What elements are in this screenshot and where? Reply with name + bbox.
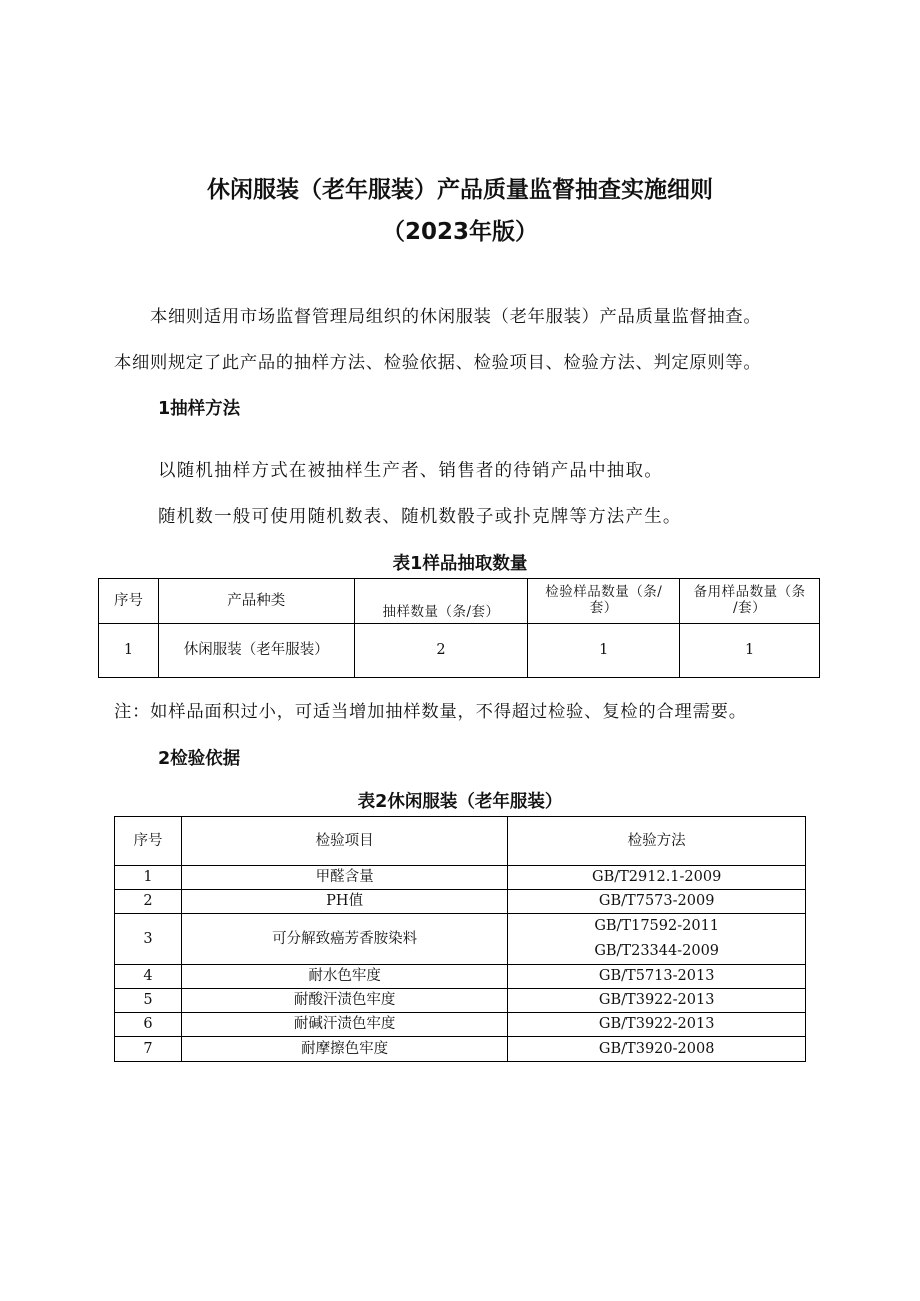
row-seq: 5 [115,989,182,1013]
table-2-caption: 表2休闲服装（老年服装） [357,792,563,812]
row-seq: 2 [115,890,182,914]
row-item: 耐水色牢度 [181,965,507,989]
table-1-header-row [99,579,820,624]
section-1-paragraph-2: 随机数一般可使用随机数表、随机数骰子或扑克牌等方法产生。 [158,507,682,527]
row-method-line-1: GB/T17592-2011 [594,918,720,934]
table-row [115,866,806,890]
header-backup-qty-line-1: 备用样品数量（条 [693,584,806,601]
table-row [115,965,806,989]
row-item: 耐摩擦色牢度 [181,1037,507,1062]
sample-quantity-table [98,578,820,678]
row-item: 可分解致癌芳香胺染料 [181,914,507,965]
row-seq: 1 [99,624,159,678]
row-method: GB/T3920-2008 [508,1037,806,1062]
header-category: 产品种类 [158,579,354,624]
row-item: 耐酸汗渍色牢度 [181,989,507,1013]
section-1-heading: 1抽样方法 [158,399,241,419]
row-item: PH值 [181,890,507,914]
row-method: GB/T3922-2013 [508,1013,806,1037]
header-backup-qty-line-2: /套） [733,600,767,616]
table-1-note: 注：如样品面积过小，可适当增加抽样数量，不得超过检验、复检的合理需要。 [114,702,747,722]
table-row [115,989,806,1013]
header-sample-qty: 抽样数量（条/套） [354,579,528,624]
inspection-basis-table [114,816,806,1062]
row-method: GB/T5713-2013 [508,965,806,989]
row-method [508,914,806,965]
row-backup-qty: 1 [680,624,820,678]
row-method: GB/T3922-2013 [508,989,806,1013]
row-seq: 7 [115,1037,182,1062]
row-item: 甲醛含量 [181,866,507,890]
row-method: GB/T7573-2009 [508,890,806,914]
header-method: 检验方法 [508,817,806,866]
header-seq: 序号 [115,817,182,866]
row-test-qty: 1 [528,624,680,678]
table-row [99,624,820,678]
row-seq: 4 [115,965,182,989]
header-item: 检验项目 [181,817,507,866]
header-backup-qty [680,579,820,624]
table-2-header-row [115,817,806,866]
row-category: 休闲服装（老年服装） [158,624,354,678]
table-row [115,1037,806,1062]
document-title: 休闲服装（老年服装）产品质量监督抽查实施细则 [207,177,713,203]
row-method-line-2: GB/T23344-2009 [594,943,720,959]
row-seq: 6 [115,1013,182,1037]
table-row [115,914,806,965]
section-1-paragraph-1: 以随机抽样方式在被抽样生产者、销售者的待销产品中抽取。 [158,461,663,481]
table-1-caption: 表1样品抽取数量 [392,554,528,574]
row-method: GB/T2912.1-2009 [508,866,806,890]
header-test-qty-line-2: 套） [589,600,618,616]
row-seq: 3 [115,914,182,965]
intro-line-2: 本细则规定了此产品的抽样方法、检验依据、检验项目、检验方法、判定原则等。 [114,353,762,373]
header-test-qty [528,579,680,624]
row-sample-qty: 2 [354,624,528,678]
document-edition: （2023年版） [381,219,538,245]
row-seq: 1 [115,866,182,890]
header-seq: 序号 [99,579,159,624]
header-test-qty-line-1: 检验样品数量（条/ [545,584,663,601]
table-row [115,1013,806,1037]
row-item: 耐碱汗渍色牢度 [181,1013,507,1037]
table-row [115,890,806,914]
intro-line-1: 本细则适用市场监督管理局组织的休闲服装（老年服装）产品质量监督抽查。 [150,307,762,327]
section-2-heading: 2检验依据 [158,749,241,769]
